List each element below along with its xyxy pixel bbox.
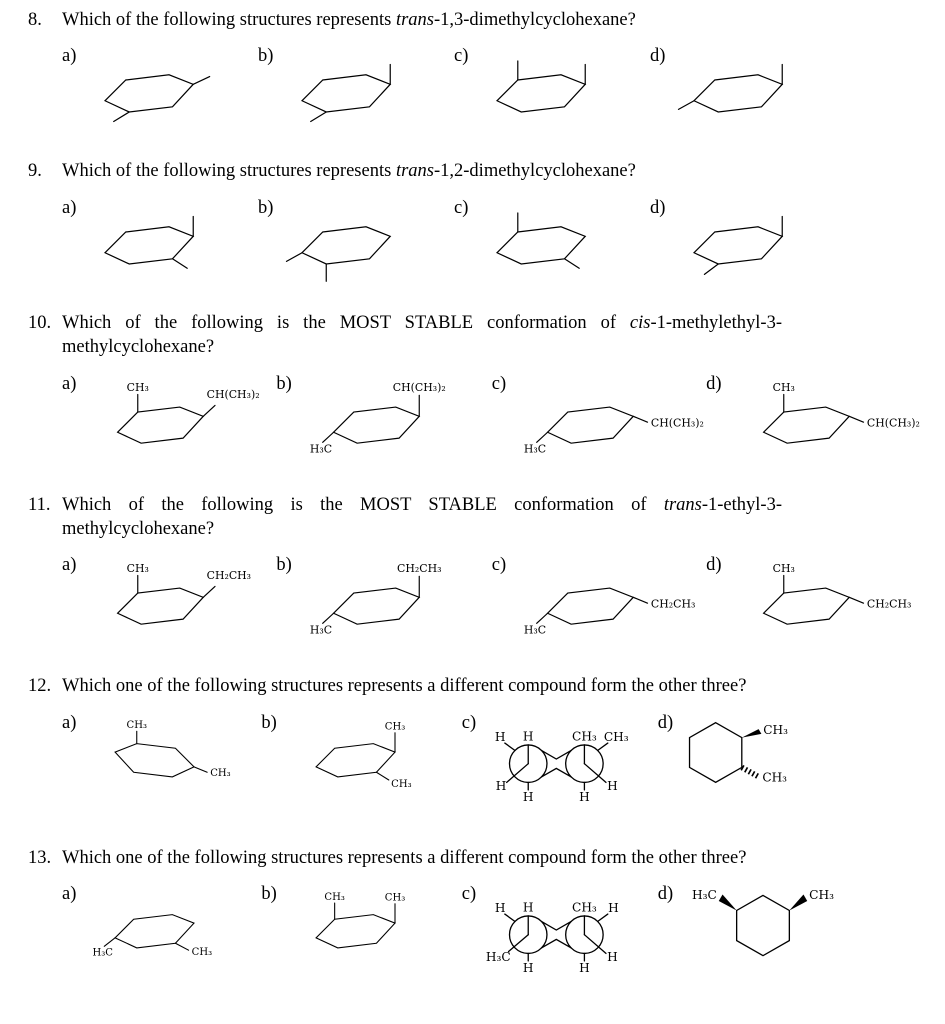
option-letter: a) [62,884,77,905]
atom-label: CH₃ [324,892,345,904]
atom-label: CH₃ [772,562,795,576]
question-text-pre: Which of the following is the MOST STABLE conformation of [62,494,664,515]
question-8-options [62,46,939,131]
structure-11b-chair [302,557,492,646]
option-letter: a) [62,712,77,733]
structure-9d-chair [675,200,803,283]
methyl-bond [194,767,207,772]
option-11c [492,555,706,646]
question-text-post: -1,2-dimethylcyclohexane? [433,161,636,182]
cyclohexane-ring [302,75,390,112]
atom-label: H₃C [524,442,547,456]
isopropyl-bond [633,416,647,422]
question-9-options [62,198,939,283]
option-8c [454,46,650,131]
structure-9b-chair [283,200,411,283]
hashed-wedge-bond [742,767,759,776]
ethyl-bond [849,598,863,604]
option-letter: b) [276,555,292,576]
methyl-bond [322,614,333,624]
question-10 [28,311,939,465]
option-12b [261,713,461,818]
option-10a [62,374,276,465]
atom-label: CH₃ [772,380,795,394]
structure-11c-chair [516,557,706,646]
cyclohexane-ring [115,915,194,948]
ethyl-bond [204,587,216,598]
isopropyl-bond [849,416,863,422]
structure-8b-chair [283,48,411,131]
option-12d [658,713,854,818]
atom-label: CH₃ [127,380,150,394]
option-12a [62,713,261,818]
structure-10a-chair [86,376,276,465]
option-letter: a) [62,197,77,218]
option-letter: d) [706,373,722,394]
atom-label: H₃C [309,442,332,456]
atom-label: CH₃ [126,719,148,731]
atom-label: H [523,961,534,976]
structure-13b-chair [287,886,462,968]
question-text-pre: Which of the following structures represents [62,10,396,30]
option-letter: b) [258,197,274,218]
ethyl-bond [633,598,647,604]
atom-label: CH(CH₃)₂ [206,387,260,401]
methyl-bond [194,77,210,85]
option-10d [706,374,921,465]
structure-8a-chair [86,48,214,131]
question-number: 12. [28,676,52,697]
option-13a [62,884,261,989]
cyclohexane-ring [763,589,849,625]
option-13b [261,884,461,989]
option-letter: d) [650,197,666,218]
structure-10c-chair [516,376,706,465]
atom-label: CH₃ [762,770,788,785]
atom-label: H₃C [692,888,718,903]
methyl-bond [679,101,695,110]
structure-10d-chair [732,376,922,465]
option-letter: b) [276,373,292,394]
option-12c [462,713,658,818]
question-10-heading [28,311,939,360]
cyclohexane-ring [115,743,194,776]
structure-10b-chair [302,376,492,465]
methyl-bond [537,614,548,624]
atom-label: CH(CH₃)₂ [392,380,446,394]
wedge-bond [790,895,808,911]
cyclohexane-ring [548,589,634,625]
option-letter: c) [454,197,469,218]
option-letter: b) [258,46,274,67]
option-11b [276,555,491,646]
structure-13a-chair [86,886,261,968]
atom-label: CH₂CH₃ [206,569,252,583]
question-8 [28,8,939,131]
option-13d [658,884,854,989]
atom-label: H [495,730,506,745]
structure-11a-chair [86,557,276,646]
structure-12c-newman [486,715,636,818]
question-text-pre: Which of the following is the MOST STABLE conformation of [62,312,630,333]
question-text-pre: Which one of the following structures represents a different compound form the other three? [62,676,747,697]
question-text [62,674,939,698]
option-letter: d) [650,46,666,67]
option-9a [62,198,258,283]
option-8b [258,46,454,131]
option-letter: c) [491,555,507,576]
cyclohexane-ring [118,589,204,625]
option-10c [492,374,706,465]
structure-12d-hexagon [683,715,823,790]
atom-label: CH₃ [390,778,412,790]
atom-label: CH₃ [127,562,150,576]
question-text [62,846,939,870]
wedge-bond [719,895,737,911]
option-letter: a) [62,373,77,394]
atom-label: H₃C [92,947,114,959]
atom-label: CH(CH₃)₂ [866,416,920,430]
structure-13c-newman [486,886,636,989]
methyl-bond [114,112,130,122]
option-letter: a) [62,46,77,67]
option-9b [258,198,454,283]
atom-label: CH₃ [384,721,406,733]
atom-label: H [607,778,618,793]
question-number: 8. [28,10,42,30]
question-text-italic: trans [663,494,702,515]
question-text-italic: trans [395,10,434,30]
atom-label: CH₃ [572,729,597,744]
question-text-italic: cis [629,312,651,333]
atom-label: H [579,961,590,976]
question-9-heading [28,159,939,183]
cyclohexane-ring [105,75,193,112]
option-13c [462,884,658,989]
option-letter: d) [706,555,722,576]
question-13-options [62,884,939,989]
atom-label: H [495,778,507,793]
question-9 [28,159,939,282]
question-number: 13. [28,847,52,868]
atom-label: CH₃ [384,892,406,904]
methyl-bond [105,938,116,947]
newman-bond [505,914,515,921]
option-letter: c) [461,712,477,733]
structure-12b-chair [287,715,462,797]
atom-label: H [495,901,506,916]
question-number: 11. [28,494,51,515]
option-9c [454,198,650,283]
question-text-pre: Which of the following structures represents [62,161,396,182]
cyclohexane-ring [302,227,390,264]
question-number: 10. [28,312,52,333]
structure-12a-chair [86,715,261,797]
atom-label: H [523,900,534,915]
cyclohexane-ring [118,407,204,443]
question-13-heading [28,846,939,870]
question-text [62,493,812,542]
cyclohexane-ring [694,227,782,264]
option-letter: c) [491,373,507,394]
structure-9c-chair [478,200,606,283]
cyclohexane-ring [316,743,395,776]
cyclohexane-ring [548,407,634,443]
atom-label: CH₂CH₃ [396,562,442,576]
structure-9a-chair [86,200,214,283]
atom-label: CH₃ [763,722,789,737]
question-text [62,311,812,360]
atom-label: CH₃ [604,730,629,745]
methyl-bond [322,432,333,442]
question-12 [28,674,939,817]
question-text [62,8,939,32]
question-11 [28,493,939,647]
methyl-bond [565,259,580,269]
cyclohexane-ring [333,407,419,443]
atom-label: CH₂CH₃ [866,597,911,611]
question-text [62,159,939,183]
option-letter: d) [657,712,674,733]
question-number: 9. [28,161,42,182]
structure-13d-hexagon [683,886,843,966]
question-text-pre: Which one of the following structures represents a different compound form the other three? [62,847,747,868]
newman-bond [505,743,515,750]
atom-label: CH₃ [572,900,597,915]
question-13 [28,846,939,989]
atom-label: H [607,950,618,965]
atom-label: H₃C [486,950,511,965]
atom-label: CH₃ [192,947,213,959]
option-letter: c) [454,46,469,67]
question-text-post: -1,3-dimethylcyclohexane? [433,10,636,30]
option-letter: d) [657,884,674,905]
atom-label: H [579,789,590,804]
cyclohexane-ring [105,227,193,264]
methyl-bond [537,432,548,442]
option-8a [62,46,258,131]
methyl-bond [176,943,189,950]
atom-label: H [608,901,619,916]
cyclohexane-ring [737,896,790,956]
atom-label: H [523,789,534,804]
newman-bond [598,914,608,921]
option-letter: c) [461,884,477,905]
question-11-options [62,555,939,646]
option-10b [276,374,491,465]
option-letter: a) [62,555,77,576]
cyclohexane-ring [694,75,782,112]
structure-8d-chair [675,48,803,131]
question-11-heading [28,493,939,542]
wedge-bond [742,729,762,737]
cyclohexane-ring [316,915,395,948]
isopropyl-bond [204,405,216,416]
cyclohexane-ring [497,227,585,264]
structure-8c-chair [478,48,606,131]
option-11d [706,555,921,646]
option-8d [650,46,846,131]
option-letter: b) [261,712,277,733]
option-letter: b) [261,884,277,905]
atom-label: H₃C [309,623,332,637]
methyl-bond [705,264,719,274]
methyl-bond [287,253,303,262]
question-12-options [62,713,939,818]
atom-label: CH₂CH₃ [651,597,696,611]
question-text-post: -1-methylethyl-3-methylcyclohexane? [62,312,782,358]
atom-label: CH₃ [809,888,835,903]
cyclohexane-ring [763,407,849,443]
methyl-bond [311,112,327,122]
question-8-heading [28,8,939,32]
question-text-italic: trans [395,161,434,182]
methyl-bond [173,259,188,269]
atom-label: H [523,729,534,744]
methyl-bond [376,772,388,780]
cyclohexane-ring [333,589,419,625]
question-text-post: -1-ethyl-3-methylcyclohexane? [62,494,782,540]
structure-11d-chair [732,557,922,646]
atom-label: CH(CH₃)₂ [651,416,705,430]
question-12-heading [28,674,939,698]
cyclohexane-ring [497,75,585,112]
option-11a [62,555,276,646]
cyclohexane-ring [690,722,742,782]
atom-label: CH₃ [210,767,232,779]
question-10-options [62,374,939,465]
option-9d [650,198,846,283]
atom-label: H₃C [524,623,547,637]
